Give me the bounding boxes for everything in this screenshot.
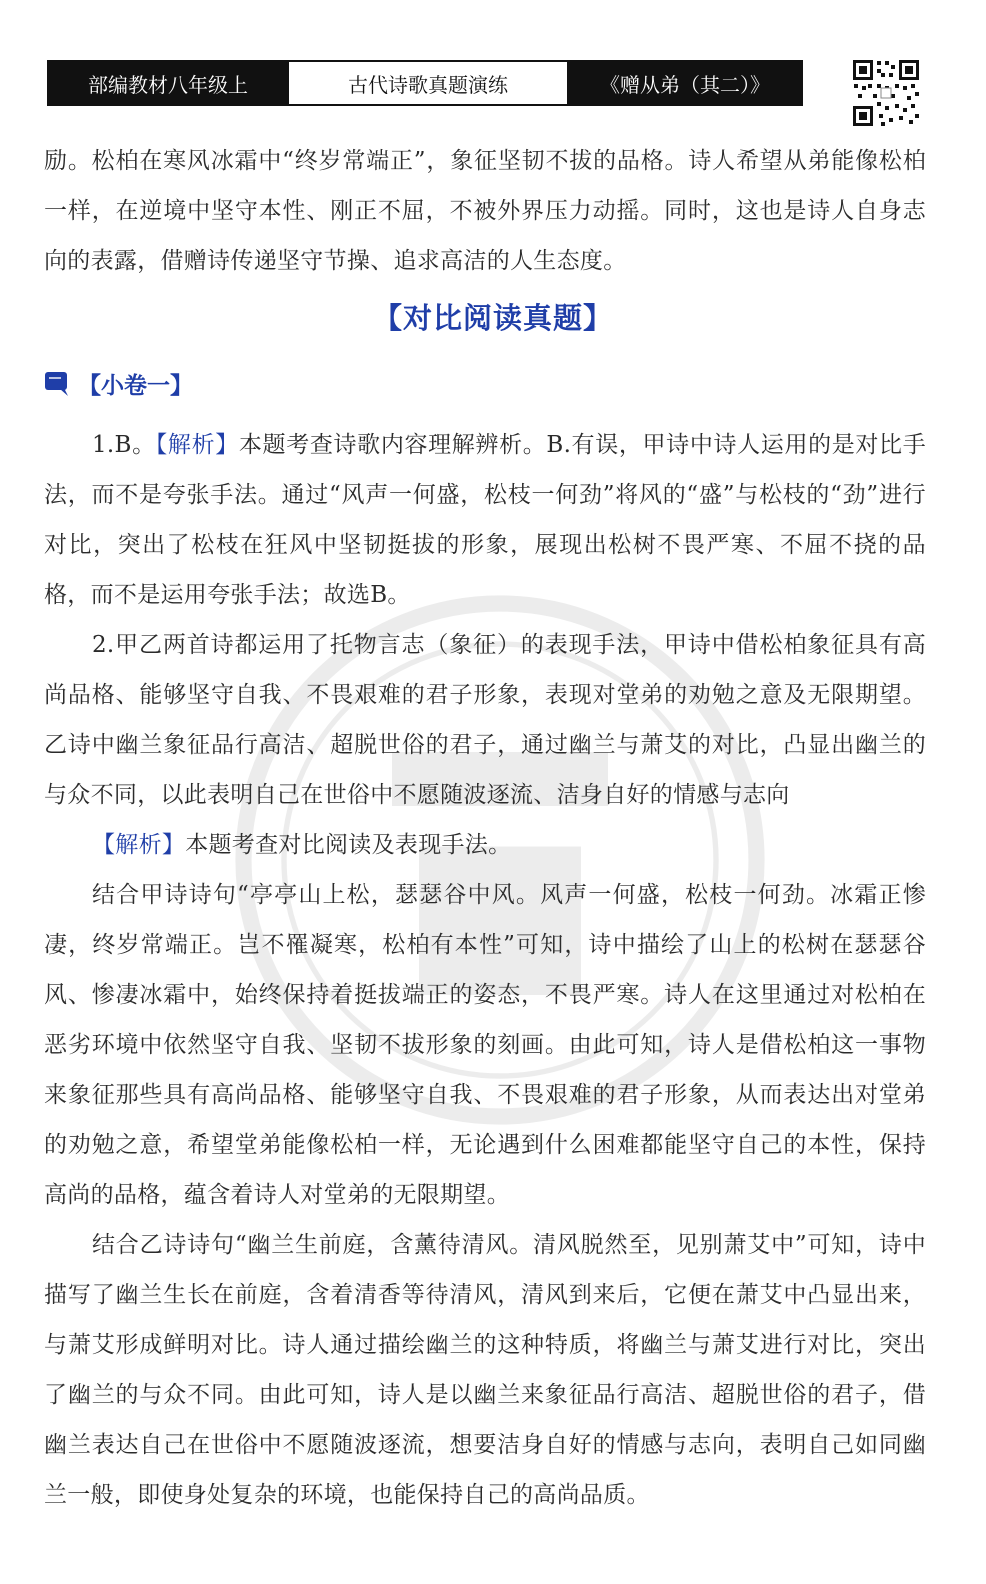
answer-1	[44, 420, 926, 620]
answer-2-analysis	[44, 820, 926, 870]
section-title: 【对比阅读真题】	[372, 301, 613, 335]
poem-yi-analysis: 结合乙诗诗句“幽兰生前庭，含薰待清风。清风脱然至，见别萧艾中”可知，诗中描写了幽兰生长在前庭，含着清香等待清风，清风到来后，它便在萧艾中凸显出来，与萧艾形成鲜明对比。诗人通过描绘幽兰的这种特质，将幽兰与萧艾进行对比，突出了幽兰的与众不同。由此可知，诗人是以幽兰来象征品行高洁、超脱世俗的君子，借幽兰表达自己在世俗中不愿随波逐流，想要洁身自好的情感与志向，表明自己如同幽兰一般，即使身处复杂的环境，也能保持自己的高尚品质。	[44, 1232, 926, 1508]
subsection-heading	[44, 367, 193, 400]
chat-bubble-icon	[44, 371, 70, 397]
header-bar	[47, 60, 803, 106]
subsection-label: 【小卷一】	[78, 373, 193, 399]
header-topic-label: 古代诗歌真题演练	[287, 62, 569, 104]
answers-section	[44, 420, 926, 1520]
poem-jia-analysis: 结合甲诗诗句“亭亭山上松，瑟瑟谷中风。风声一何盛，松枝一何劲。冰霜正惨凄，终岁常端正。岂不罹凝寒，松柏有本性”可知，诗中描绘了山上的松树在瑟瑟谷风、惨凄冰霜中，始终保持着挺拔端正的姿态，不畏严寒。诗人在这里通过对松柏在恶劣环境中依然坚守自我、坚韧不拔形象的刻画。由此可知，诗人是借松柏这一事物来象征那些具有高尚品格、能够坚守自我、不畏艰难的君子形象，从而表达出对堂弟的劝勉之意，希望堂弟能像松柏一样，无论遇到什么困难都能坚守自己的本性，保持高尚的品格，蕴含着诗人对堂弟的无限期望。	[44, 882, 926, 1208]
answer-1-choice: 1.B。	[92, 432, 156, 458]
answer-1-analysis-tag: 【解析】	[155, 432, 239, 458]
answer-2-analysis-text: 本题考查对比阅读及表现手法。	[185, 832, 512, 858]
answer-2-analysis-tag: 【解析】	[92, 832, 186, 858]
intro-paragraph: 励。松柏在寒风冰霜中“终岁常端正”，象征坚韧不拔的品格。诗人希望从弟能像松柏一样，在逆境中坚守本性、刚正不屈，不被外界压力动摇。同时，这也是诗人自身志向的表露，借赠诗传递坚守节操、追求高洁的人生态度。	[44, 148, 926, 274]
answer-1-text: 本题考查诗歌内容理解辨析。B.有误，甲诗中诗人运用的是对比手法，而不是夸张手法。通过“风声一何盛，松枝一何劲”将风的“盛”与松枝的“劲”进行对比，突出了松枝在狂风中坚韧挺拔的形象，展现出松树不畏严寒、不屈不挠的品格，而不是运用夸张手法；故选B。	[44, 432, 927, 608]
analysis-content	[44, 136, 926, 286]
qr-code-icon[interactable]	[851, 58, 921, 128]
answer-2: 2.甲乙两首诗都运用了托物言志（象征）的表现手法，甲诗中借松柏象征具有高尚品格、能够坚守自我、不畏艰难的君子形象，表现对堂弟的劝勉之意及无限期望。乙诗中幽兰象征品行高洁、超脱世俗的君子，通过幽兰与萧艾的对比，凸显出幽兰的与众不同，以此表明自己在世俗中不愿随波逐流、洁身自好的情感与志向	[44, 632, 926, 808]
header-textbook-label: 部编教材八年级上	[49, 62, 287, 104]
header-poem-title: 《赠从弟（其二）》	[569, 62, 801, 104]
